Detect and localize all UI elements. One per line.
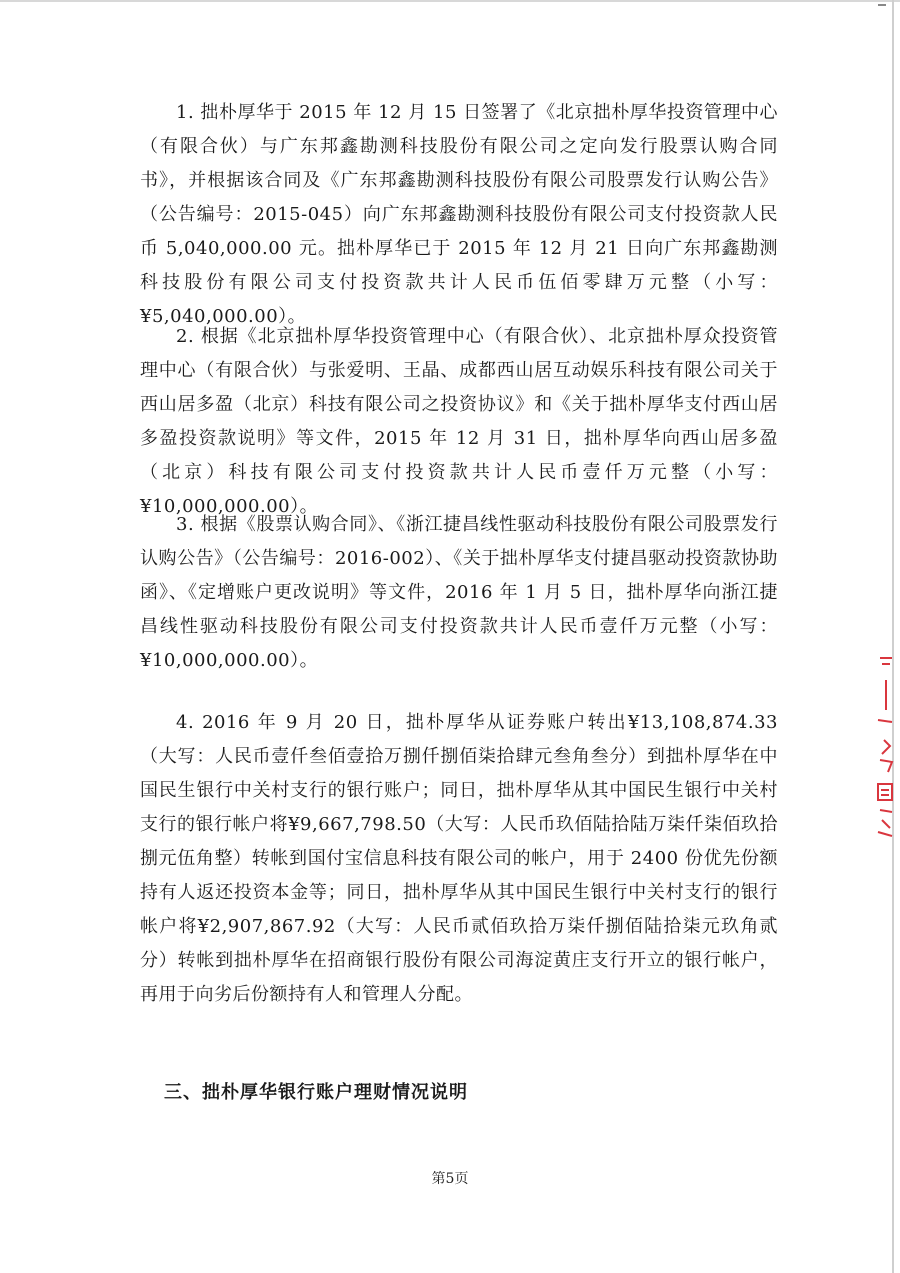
- paragraph-1: 1. 拙朴厚华于 2015 年 12 月 15 日签署了《北京拙朴厚华投资管理中心（有限合伙）与广东邦鑫勘测科技股份有限公司之定向发行股票认购合同书》，并根据该合同及《广东邦鑫勘测科技股份有限公司股票发行认购公告》（公告编号：2015-045）向广东邦鑫勘测科技股份有限公司支付投资款人民币 5,040,000.00 元。拙朴厚华已于 2015 年 12 月 21 日向广东邦鑫勘测科技股份有限公司支付投资款共计人民币伍佰零肆万元整（小写：¥5,040,000.00）。: [140, 102, 778, 327]
- paragraph-2: 2. 根据《北京拙朴厚华投资管理中心（有限合伙）、北京拙朴厚众投资管理中心（有限合伙）与张爱明、王晶、成都西山居互动娱乐科技有限公司关于西山居多盈（北京）科技有限公司之投资协议》和《关于拙朴厚华支付西山居多盈投资款说明》等文件，2015 年 12 月 31 日，拙朴厚华向西山居多盈（北京）科技有限公司支付投资款共计人民币壹仟万元整（小写：¥10,000,000.00）。: [140, 326, 778, 517]
- corner-mark: [878, 4, 886, 6]
- scan-edge-top: [0, 0, 900, 2]
- seal-stamp-icon: [870, 650, 896, 850]
- paragraph-3: 3. 根据《股票认购合同》、《浙江捷昌线性驱动科技股份有限公司股票发行认购公告》（公告编号：2016-002）、《关于拙朴厚华支付捷昌驱动投资款协助函》、《定增账户更改说明》等文件，2016 年 1 月 5 日，拙朴厚华向浙江捷昌线性驱动科技股份有限公司支付投资款共计人民币壹仟万元整（小写：¥10,000,000.00）。: [140, 514, 778, 671]
- scan-edge-right: [892, 0, 894, 1273]
- section-heading: 三、拙朴厚华银行账户理财情况说明: [164, 1082, 468, 1103]
- paragraph-4: 4. 2016 年 9 月 20 日，拙朴厚华从证券账户转出¥13,108,874.33（大写：人民币壹仟叁佰壹拾万捌仟捌佰柒拾肆元叁角叁分）到拙朴厚华在中国民生银行中关村支行的银行账户；同日，拙朴厚华从其中国民生银行中关村支行的银行帐户将¥9,667,798.50（大写：人民币玖佰陆拾陆万柒仟柒佰玖拾捌元伍角整）转帐到国付宝信息科技有限公司的帐户，用于 2400 份优先份额持有人返还投资本金等；同日，拙朴厚华从其中国民生银行中关村支行的银行帐户将¥2,907,867.92（大写：人民币贰佰玖拾万柒仟捌佰陆拾柒元玖角贰分）转帐到拙朴厚华在招商银行股份有限公司海淀黄庄支行开立的银行帐户，再用于向劣后份额持有人和管理人分配。: [140, 712, 778, 1005]
- page-number: 第5页: [431, 1171, 469, 1187]
